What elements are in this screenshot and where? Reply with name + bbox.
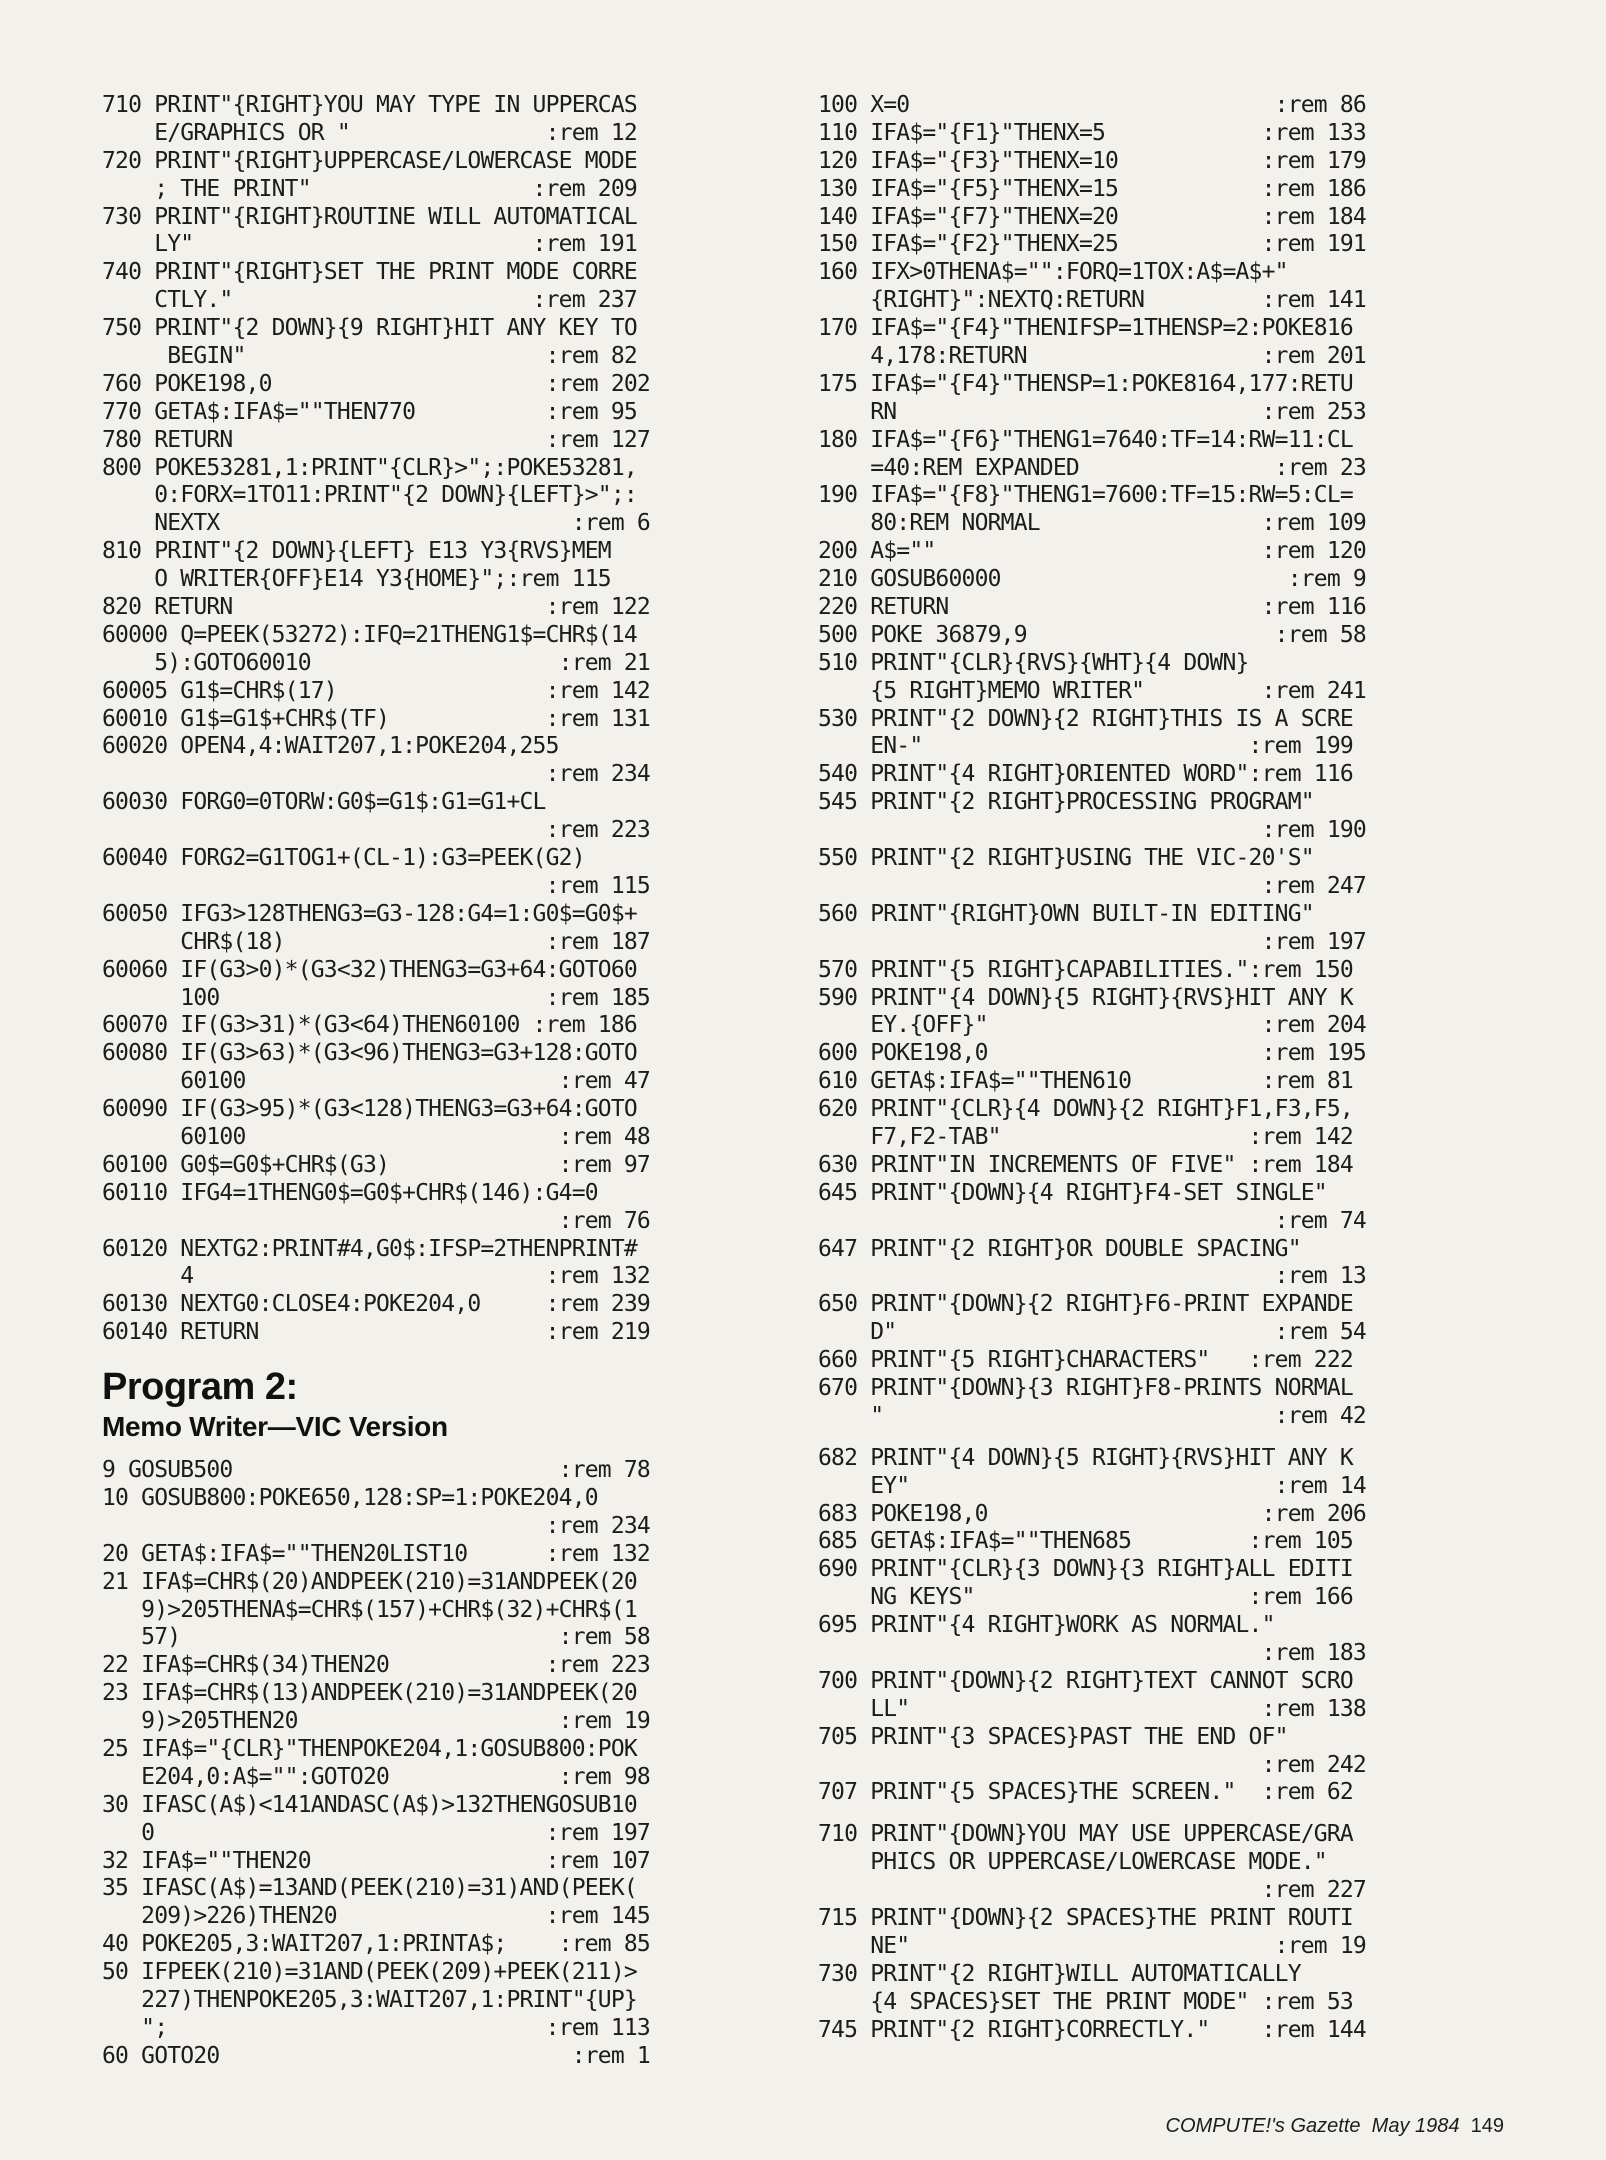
- code-line: 180 IFA$="{F6}"THENG1=7640:TF=14:RW=11:CL: [818, 426, 1353, 453]
- code-line: 9)>205THEN20 :rem 19: [102, 1708, 650, 1735]
- code-line: NG KEYS" :rem 166: [818, 1584, 1353, 1611]
- listing-block: [818, 1821, 1508, 2044]
- code-line: 0:FORX=1TO11:PRINT"{2 DOWN}{LEFT}>";:: [102, 482, 637, 509]
- code-line: 60030 FORG0=0TORW:G0$=G1$:G1=G1+CL: [102, 789, 546, 816]
- code-line: :rem 183: [818, 1639, 1366, 1666]
- code-line: 510 PRINT"{CLR}{RVS}{WHT}{4 DOWN}: [818, 649, 1249, 676]
- code-line: NEXTX :rem 6: [102, 510, 650, 537]
- listing-block: [102, 92, 792, 1347]
- code-line: 60050 IFG3>128THENG3=G3-128:G4=1:G0$=G0$+: [102, 900, 637, 927]
- code-line: 620 PRINT"{CLR}{4 DOWN}{2 RIGHT}F1,F3,F5,: [818, 1096, 1353, 1123]
- code-line: 40 POKE205,3:WAIT207,1:PRINTA$; :rem 85: [102, 1931, 650, 1958]
- code-line: 120 IFA$="{F3}"THENX=10 :rem 179: [818, 147, 1366, 174]
- spacer: [818, 1431, 1508, 1445]
- code-line: 60060 IF(G3>0)*(G3<32)THENG3=G3+64:GOTO60: [102, 956, 637, 983]
- code-line: EY.{OFF}" :rem 204: [818, 1012, 1366, 1039]
- code-line: 740 PRINT"{RIGHT}SET THE PRINT MODE CORRE: [102, 259, 637, 286]
- issue-date: May 1984: [1371, 2115, 1460, 2137]
- code-line: 150 IFA$="{F2}"THENX=25 :rem 191: [818, 231, 1366, 258]
- code-line: 9)>205THENA$=CHR$(157)+CHR$(32)+CHR$(1: [102, 1596, 637, 1623]
- code-line: 60020 OPEN4,4:WAIT207,1:POKE204,255: [102, 733, 559, 760]
- code-line: NE" :rem 19: [818, 1932, 1366, 1959]
- code-line: 140 IFA$="{F7}"THENX=20 :rem 184: [818, 203, 1366, 230]
- code-line: 715 PRINT"{DOWN}{2 SPACES}THE PRINT ROUTI: [818, 1905, 1353, 1931]
- code-line: 560 PRINT"{RIGHT}OWN BUILT-IN EDITING": [818, 900, 1314, 927]
- code-line: 682 PRINT"{4 DOWN}{5 RIGHT}{RVS}HIT ANY K: [818, 1444, 1353, 1471]
- code-line: 22 IFA$=CHR$(34)THEN20 :rem 223: [102, 1652, 650, 1679]
- code-line: 110 IFA$="{F1}"THENX=5 :rem 133: [818, 119, 1366, 146]
- code-line: :rem 115: [102, 872, 650, 899]
- program-subheading: Memo Writer—VIC Version: [102, 1411, 448, 1443]
- code-line: O WRITER{OFF}E14 Y3{HOME}";:rem 115: [102, 566, 611, 593]
- code-line: 50 IFPEEK(210)=31AND(PEEK(209)+PEEK(211)>: [102, 1959, 637, 1986]
- code-line: 9 GOSUB500 :rem 78: [102, 1457, 650, 1484]
- code-line: 5):GOTO60010 :rem 21: [102, 649, 650, 676]
- code-line: 660 PRINT"{5 RIGHT}CHARACTERS" :rem 222: [818, 1347, 1353, 1374]
- code-line: 80:REM NORMAL :rem 109: [818, 510, 1366, 537]
- code-line: PHICS OR UPPERCASE/LOWERCASE MODE.": [818, 1849, 1327, 1876]
- code-line: 60100 G0$=G0$+CHR$(G3) :rem 97: [102, 1151, 650, 1178]
- code-line: 30 IFASC(A$)<141ANDASC(A$)>132THENGOSUB10: [102, 1791, 637, 1818]
- code-line: 647 PRINT"{2 RIGHT}OR DOUBLE SPACING": [818, 1235, 1301, 1262]
- code-line: 590 PRINT"{4 DOWN}{5 RIGHT}{RVS}HIT ANY K: [818, 984, 1353, 1011]
- code-line: 60040 FORG2=G1TOG1+(CL-1):G3=PEEK(G2): [102, 845, 585, 872]
- code-line: {5 RIGHT}MEMO WRITER" :rem 241: [818, 677, 1366, 704]
- code-line: 32 IFA$=""THEN20 :rem 107: [102, 1847, 650, 1874]
- code-line: 760 POKE198,0 :rem 202: [102, 370, 650, 397]
- code-line: 60070 IF(G3>31)*(G3<64)THEN60100 :rem 186: [102, 1012, 637, 1039]
- code-line: 720 PRINT"{RIGHT}UPPERCASE/LOWERCASE MODE: [102, 147, 637, 174]
- code-line: =40:REM EXPANDED :rem 23: [818, 454, 1366, 481]
- code-line: 810 PRINT"{2 DOWN}{LEFT} E13 Y3{RVS}MEM: [102, 538, 611, 565]
- code-line: EN-" :rem 199: [818, 733, 1353, 760]
- code-line: 160 IFX>0THENA$="":FORQ=1TOX:A$=A$+": [818, 259, 1288, 286]
- code-line: ; THE PRINT" :rem 209: [102, 175, 637, 202]
- code-line: 820 RETURN :rem 122: [102, 594, 650, 621]
- code-line: 700 PRINT"{DOWN}{2 RIGHT}TEXT CANNOT SCRO: [818, 1667, 1353, 1694]
- code-line: 545 PRINT"{2 RIGHT}PROCESSING PROGRAM": [818, 789, 1314, 816]
- listing-block: [818, 1445, 1508, 1808]
- code-line: 645 PRINT"{DOWN}{4 RIGHT}F4-SET SINGLE": [818, 1179, 1327, 1206]
- code-line: :rem 234: [102, 1512, 650, 1539]
- code-line: 770 GETA$:IFA$=""THEN770 :rem 95: [102, 398, 637, 425]
- code-line: :rem 247: [818, 872, 1366, 899]
- code-line: 610 GETA$:IFA$=""THEN610 :rem 81: [818, 1068, 1353, 1095]
- code-line: 60 GOTO20 :rem 1: [102, 2042, 650, 2069]
- code-line: :rem 190: [818, 817, 1366, 844]
- code-line: CHR$(18) :rem 187: [102, 928, 650, 955]
- code-line: 550 PRINT"{2 RIGHT}USING THE VIC-20'S": [818, 845, 1314, 872]
- right-column: [818, 92, 1508, 2044]
- code-line: 25 IFA$="{CLR}"THENPOKE204,1:GOSUB800:POK: [102, 1735, 637, 1762]
- code-line: E/GRAPHICS OR " :rem 12: [102, 119, 637, 146]
- code-line: "; :rem 113: [102, 2014, 650, 2041]
- code-line: 60000 Q=PEEK(53272):IFQ=21THENG1$=CHR$(14: [102, 621, 637, 648]
- code-line: :rem 76: [102, 1207, 650, 1234]
- code-line: EY" :rem 14: [818, 1472, 1366, 1499]
- code-line: 210 GOSUB60000 :rem 9: [818, 566, 1366, 593]
- code-line: RN :rem 253: [818, 398, 1366, 425]
- code-line: 23 IFA$=CHR$(13)ANDPEEK(210)=31ANDPEEK(20: [102, 1680, 637, 1707]
- program-heading: Program 2:: [102, 1366, 298, 1409]
- code-line: 60110 IFG4=1THENG0$=G0$+CHR$(146):G4=0: [102, 1179, 598, 1206]
- code-line: 710 PRINT"{DOWN}YOU MAY USE UPPERCASE/GRA: [818, 1821, 1353, 1848]
- code-line: :rem 242: [818, 1751, 1366, 1778]
- code-line: 60100 :rem 47: [102, 1068, 650, 1095]
- code-line: 170 IFA$="{F4}"THENIFSP=1THENSP=2:POKE816: [818, 315, 1353, 342]
- code-line: E204,0:A$="":GOTO20 :rem 98: [102, 1763, 650, 1790]
- code-line: 20 GETA$:IFA$=""THEN20LIST10 :rem 132: [102, 1540, 650, 1567]
- code-line: 4,178:RETURN :rem 201: [818, 343, 1366, 370]
- page-footer: [1166, 2115, 1504, 2138]
- code-line: 35 IFASC(A$)=13AND(PEEK(210)=31)AND(PEEK(: [102, 1875, 637, 1902]
- code-line: 695 PRINT"{4 RIGHT}WORK AS NORMAL.": [818, 1612, 1275, 1639]
- code-line: 690 PRINT"{CLR}{3 DOWN}{3 RIGHT}ALL EDITI: [818, 1556, 1353, 1583]
- code-line: 540 PRINT"{4 RIGHT}ORIENTED WORD":rem 116: [818, 761, 1353, 788]
- spacer: [818, 1807, 1508, 1821]
- code-line: 600 POKE198,0 :rem 195: [818, 1040, 1366, 1067]
- code-line: 60010 G1$=G1$+CHR$(TF) :rem 131: [102, 705, 650, 732]
- code-line: 750 PRINT"{2 DOWN}{9 RIGHT}HIT ANY KEY TO: [102, 315, 637, 342]
- code-line: 800 POKE53281,1:PRINT"{CLR}>";:POKE53281,: [102, 454, 637, 481]
- code-line: :rem 227: [818, 1877, 1366, 1904]
- publication-name: COMPUTE!'s Gazette: [1165, 2115, 1361, 2137]
- code-line: 670 PRINT"{DOWN}{3 RIGHT}F8-PRINTS NORMAL: [818, 1374, 1353, 1401]
- code-line: 200 A$="" :rem 120: [818, 538, 1366, 565]
- code-line: 500 POKE 36879,9 :rem 58: [818, 621, 1366, 648]
- code-line: BEGIN" :rem 82: [102, 343, 637, 370]
- code-line: 683 POKE198,0 :rem 206: [818, 1500, 1366, 1527]
- code-line: {RIGHT}":NEXTQ:RETURN :rem 141: [818, 287, 1366, 314]
- page-number: 149: [1470, 2115, 1504, 2137]
- code-line: :rem 13: [818, 1263, 1366, 1290]
- code-line: 705 PRINT"{3 SPACES}PAST THE END OF": [818, 1723, 1288, 1750]
- code-line: 570 PRINT"{5 RIGHT}CAPABILITIES.":rem 150: [818, 956, 1353, 983]
- listing-block: [102, 1457, 792, 2071]
- code-line: F7,F2-TAB" :rem 142: [818, 1123, 1353, 1150]
- code-line: 630 PRINT"IN INCREMENTS OF FIVE" :rem 184: [818, 1151, 1353, 1178]
- code-line: 4 :rem 132: [102, 1263, 650, 1290]
- code-line: 650 PRINT"{DOWN}{2 RIGHT}F6-PRINT EXPANDE: [818, 1291, 1353, 1318]
- code-line: " :rem 42: [818, 1402, 1366, 1429]
- code-line: 10 GOSUB800:POKE650,128:SP=1:POKE204,0: [102, 1484, 598, 1511]
- code-line: 685 GETA$:IFA$=""THEN685 :rem 105: [818, 1528, 1353, 1555]
- code-line: 530 PRINT"{2 DOWN}{2 RIGHT}THIS IS A SCRE: [818, 705, 1353, 732]
- code-line: 175 IFA$="{F4}"THENSP=1:POKE8164,177:RETU: [818, 370, 1353, 397]
- code-line: 730 PRINT"{RIGHT}ROUTINE WILL AUTOMATICAL: [102, 203, 637, 230]
- code-line: 707 PRINT"{5 SPACES}THE SCREEN." :rem 62: [818, 1779, 1353, 1806]
- listing-block: [818, 92, 1508, 1431]
- code-line: 130 IFA$="{F5}"THENX=15 :rem 186: [818, 175, 1366, 202]
- code-line: 60140 RETURN :rem 219: [102, 1319, 650, 1346]
- code-line: 730 PRINT"{2 RIGHT}WILL AUTOMATICALLY: [818, 1960, 1301, 1987]
- code-line: D" :rem 54: [818, 1319, 1366, 1346]
- code-line: 100 :rem 185: [102, 984, 650, 1011]
- code-line: 60100 :rem 48: [102, 1123, 650, 1150]
- code-line: :rem 234: [102, 761, 650, 788]
- code-line: 209)>226)THEN20 :rem 145: [102, 1903, 650, 1930]
- code-line: 60005 G1$=CHR$(17) :rem 142: [102, 677, 650, 704]
- code-line: 60130 NEXTG0:CLOSE4:POKE204,0 :rem 239: [102, 1291, 650, 1318]
- code-line: LL" :rem 138: [818, 1695, 1366, 1722]
- code-line: 57) :rem 58: [102, 1624, 650, 1651]
- code-line: CTLY." :rem 237: [102, 287, 637, 314]
- code-line: :rem 223: [102, 817, 650, 844]
- code-line: 60080 IF(G3>63)*(G3<96)THENG3=G3+128:GOTO: [102, 1040, 637, 1067]
- left-column: [102, 92, 792, 2071]
- code-line: 60090 IF(G3>95)*(G3<128)THENG3=G3+64:GOTO: [102, 1096, 637, 1123]
- code-line: 220 RETURN :rem 116: [818, 594, 1366, 621]
- code-line: 60120 NEXTG2:PRINT#4,G0$:IFSP=2THENPRINT#: [102, 1235, 637, 1262]
- code-line: 100 X=0 :rem 86: [818, 92, 1366, 118]
- code-line: 0 :rem 197: [102, 1819, 650, 1846]
- code-line: 780 RETURN :rem 127: [102, 426, 650, 453]
- code-line: 745 PRINT"{2 RIGHT}CORRECTLY." :rem 144: [818, 2016, 1366, 2043]
- code-line: 710 PRINT"{RIGHT}YOU MAY TYPE IN UPPERCAS: [102, 92, 637, 118]
- code-line: :rem 74: [818, 1207, 1366, 1234]
- code-line: :rem 197: [818, 928, 1366, 955]
- code-line: 21 IFA$=CHR$(20)ANDPEEK(210)=31ANDPEEK(20: [102, 1568, 637, 1595]
- code-line: {4 SPACES}SET THE PRINT MODE" :rem 53: [818, 1988, 1353, 2015]
- code-line: LY" :rem 191: [102, 231, 637, 258]
- code-line: 190 IFA$="{F8}"THENG1=7600:TF=15:RW=5:CL=: [818, 482, 1353, 509]
- code-line: 227)THENPOKE205,3:WAIT207,1:PRINT"{UP}: [102, 1987, 637, 2013]
